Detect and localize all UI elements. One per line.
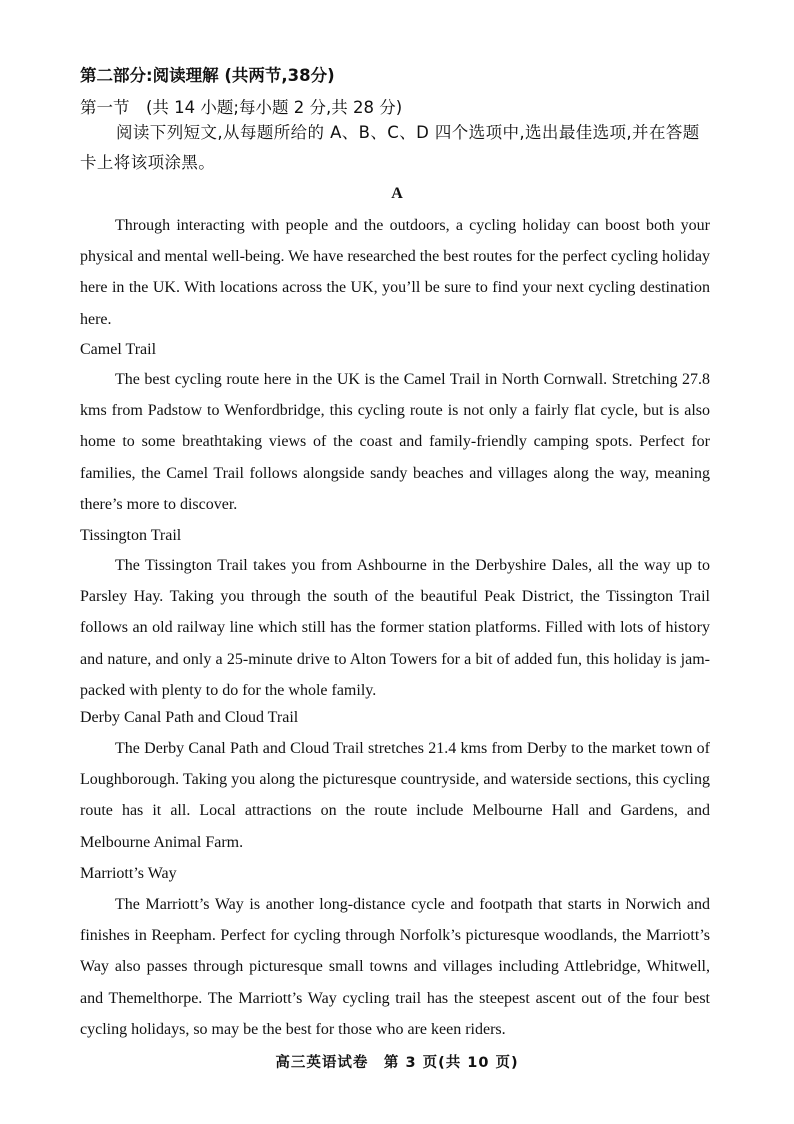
paragraph-derby-canal-path: The Derby Canal Path and Cloud Trail stretches 21.4 kms from Derby to the market town of Loughborough. Taking you along the picturesque countryside, and waterside sections, this cycling route has it all. Local attractions on the route include Melbourne Hall and Gardens, and Melbourne Animal Farm.	[80, 740, 710, 851]
heading-derby-canal-path: Derby Canal Path and Cloud Trail	[80, 709, 299, 726]
paragraph-tissington-trail: The Tissington Trail takes you from Ashbourne in the Derbyshire Dales, all the way up to Parsley Hay. Taking you through the south of the beautiful Peak District, the Tissington Trail follows an old railway line which still has the former station platforms. Filled with lots of history and nature, and only a 25-minute drive to Alton Towers for a bit of added fun, this holiday is jam-packed with plenty to do for the whole family.	[80, 557, 710, 699]
heading-tissington-trail: Tissington Trail	[80, 527, 182, 544]
paragraph-camel-trail: The best cycling route here in the UK is the Camel Trail in North Cornwall. Stretching 27.8 kms from Padstow to Wenfordbridge, this cycling route is not only a fairly flat cycle, but is also home to some breathtaking views of the coast and family-friendly camping spots. Perfect for families, the Camel Trail follows alongside sandy beaches and villages along the way, meaning there’s more to discover.	[80, 371, 710, 513]
part-title: 第二部分:阅读理解 (共两节,38分)	[80, 66, 335, 85]
paragraph-marriotts-way: The Marriott’s Way is another long-distance cycle and footpath that starts in Norwich and finishes in Reepham. Perfect for cycling through Norfolk’s picturesque woodlands, the Marriott’s Way also passes through picturesque small towns and villages including Attlebridge, Whitwell, and Themelthorpe. The Marriott’s Way cycling trail has the steepest ascent out of the four best cycling holidays, so may be the best for those who are keen riders.	[80, 896, 710, 1038]
passage-letter: A	[391, 185, 403, 202]
heading-marriotts-way: Marriott’s Way	[80, 865, 177, 882]
section-title: 第一节 (共 14 小题;每小题 2 分,共 28 分)	[80, 98, 403, 117]
passage-intro: Through interacting with people and the outdoors, a cycling holiday can boost both your physical and mental well-being. We have researched the best routes for the perfect cycling holiday here in the UK. With locations across the UK, you’ll be sure to find your next cycling destination here.	[80, 217, 710, 328]
instructions: 阅读下列短文,从每题所给的 A、B、C、D 四个选项中,选出最佳选项,并在答题卡上将该项涂黑。	[80, 123, 700, 172]
page-footer: 高三英语试卷 第 3 页(共 10 页)	[275, 1055, 519, 1071]
heading-camel-trail: Camel Trail	[80, 341, 157, 358]
